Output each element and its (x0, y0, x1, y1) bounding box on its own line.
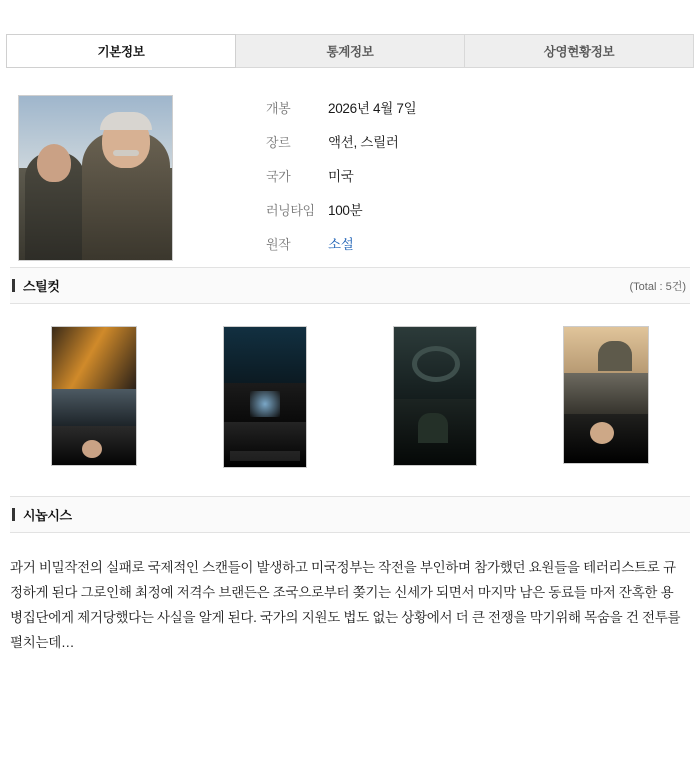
info-value-genre: 액션, 스릴러 (328, 135, 399, 150)
title-bar-icon (12, 279, 15, 292)
info-label: 원작 (266, 237, 291, 252)
still-thumbnail[interactable] (563, 326, 649, 464)
synopsis-title (10, 505, 72, 524)
info-label: 러닝타임 (266, 203, 315, 218)
info-label: 국가 (266, 169, 291, 184)
info-value-release: 2026년 4월 7일 (328, 101, 417, 116)
synopsis-text: 과거 비밀작전의 실패로 국제적인 스캔들이 발생하고 미국정부는 작전을 부인하며 참가했던 요원들을 테러리스트로 규정하게 된다 그로인해 최정예 저격수 브랜든은 조국으로부터 쫒기는 신세가 되면서 마지막 남은 동료들 마저 잔혹한 용병집단에게 제거당했다는 사실을 알게 된다. 국가의 지원도 법도 없는 상황에서 더 큰 전쟁을 막기위해 목숨을 건 전투를 펼치는데… (10, 560, 681, 650)
still-figure (418, 413, 448, 443)
poster-head-left (37, 144, 71, 182)
info-row-genre (266, 131, 416, 165)
movie-poster-image[interactable] (18, 95, 173, 261)
tab-screening-status-info[interactable] (465, 34, 694, 68)
still-thumbnail[interactable] (51, 326, 137, 466)
synopsis-section-header (10, 496, 690, 533)
still-region (52, 327, 136, 389)
stills-section-header (10, 267, 690, 304)
stills-title (10, 276, 59, 295)
info-value-country: 미국 (328, 169, 354, 184)
stills-title-label: 스틸컷 (23, 279, 60, 294)
tab-bar (6, 34, 694, 68)
still-thumbnail[interactable] (393, 326, 477, 466)
tab-label: 기본정보 (97, 45, 145, 59)
still-region (52, 389, 136, 426)
still-thumbnail[interactable] (223, 326, 307, 468)
info-label: 장르 (266, 135, 291, 150)
stills-gallery (0, 304, 700, 468)
info-label: 개봉 (266, 101, 291, 116)
still-soldier (598, 341, 632, 371)
info-row-runtime (266, 199, 416, 233)
title-bar-icon (12, 508, 15, 521)
tab-label: 상영현황정보 (543, 45, 615, 59)
synopsis-title-label: 시놉시스 (23, 508, 72, 523)
basic-info-section (0, 68, 700, 267)
info-row-country (266, 165, 416, 199)
info-row-release (266, 97, 416, 131)
still-region (564, 373, 648, 414)
still-glow (250, 391, 280, 417)
still-region (224, 327, 306, 383)
stills-total-count: (Total : 5건) (629, 280, 686, 293)
info-value-runtime: 100분 (328, 203, 363, 218)
info-row-original-work (266, 233, 416, 267)
poster-hair-right (100, 112, 152, 130)
tab-basic-info[interactable] (6, 34, 236, 68)
poster-mustache (113, 150, 139, 156)
info-value-original-work-link[interactable]: 소설 (328, 237, 354, 252)
tab-label: 통계정보 (326, 45, 374, 59)
still-caption-bar (230, 451, 300, 461)
tab-statistics-info[interactable] (236, 34, 465, 68)
info-table (266, 95, 416, 267)
